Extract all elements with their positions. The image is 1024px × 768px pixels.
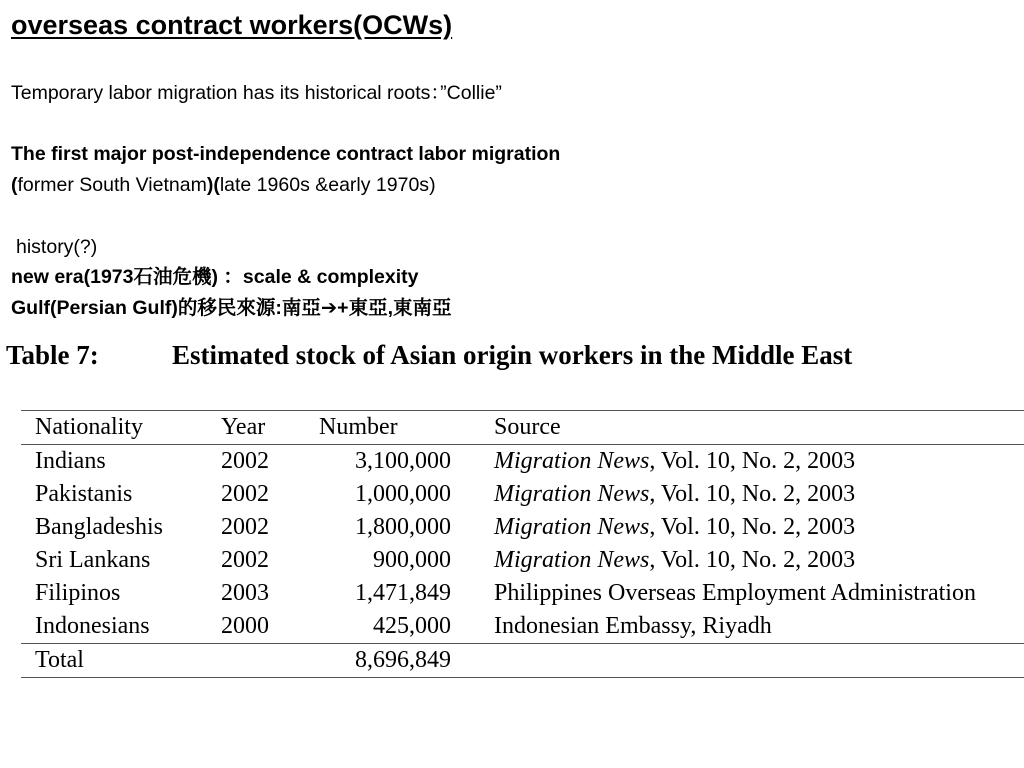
row-nationality: Filipinos (35, 580, 121, 606)
header-nationality: Nationality (35, 414, 143, 440)
row-nationality: Indonesians (35, 613, 150, 639)
row-nationality: Sri Lankans (35, 547, 151, 573)
slide-title: overseas contract workers(OCWs) (11, 10, 453, 40)
place-text: former South Vietnam (17, 174, 207, 196)
row-nationality: Bangladeshis (35, 514, 163, 540)
table-row (21, 511, 1024, 544)
row-year: 2002 (221, 448, 269, 474)
row-number: 1,800,000 (355, 514, 451, 540)
new-era-line: new era(1973石油危機) ：scale & complexity (11, 266, 419, 288)
source-journal: Migration News (494, 547, 650, 573)
source-journal: Migration News (494, 448, 650, 474)
vietnam-line (11, 173, 436, 197)
table-number: Table 7: (6, 340, 99, 370)
header-number: Number (319, 414, 398, 440)
row-source (451, 481, 855, 508)
historical-roots-line: Temporary labor migration has its historical roots：”Collie” (11, 82, 502, 104)
open-paren: ( (11, 174, 18, 196)
table-bottom-rule (21, 677, 1024, 678)
row-source (451, 547, 855, 574)
table-row (21, 478, 1024, 511)
table-row (21, 610, 1024, 643)
source-details: Philippines Overseas Employment Administration (494, 580, 976, 606)
header-source: Source (494, 414, 561, 440)
total-label: Total (35, 647, 84, 673)
source-details: , Vol. 10, No. 2, 2003 (649, 481, 856, 507)
table-total-row (21, 644, 1024, 677)
row-year: 2002 (221, 481, 269, 507)
table-title: Estimated stock of Asian origin workers in the Middle East (172, 340, 853, 370)
period-text: late 1960s &early 1970s (219, 174, 430, 196)
first-migration-heading: The first major post-independence contract labor migration (11, 143, 561, 165)
row-source (451, 580, 976, 607)
row-nationality: Pakistanis (35, 481, 133, 507)
table-caption (6, 340, 1016, 371)
row-number: 1,000,000 (355, 481, 451, 507)
source-details: Indonesian Embassy, Riyadh (494, 613, 772, 639)
history-line: history(?) (16, 236, 98, 258)
close-paren: ) (429, 174, 436, 196)
row-number: 900,000 (373, 547, 451, 573)
source-journal: Migration News (494, 481, 650, 507)
row-nationality: Indians (35, 448, 106, 474)
gulf-line: Gulf(Persian Gulf)的移民來源:南亞➔+東亞,東南亞 (11, 297, 452, 319)
row-number: 3,100,000 (355, 448, 451, 474)
row-number: 1,471,849 (355, 580, 451, 606)
row-year: 2003 (221, 580, 269, 606)
source-details: , Vol. 10, No. 2, 2003 (649, 448, 856, 474)
row-source (451, 613, 772, 640)
source-journal: Migration News (494, 514, 650, 540)
row-source (451, 448, 855, 475)
row-year: 2002 (221, 547, 269, 573)
table-body (21, 445, 1024, 643)
row-source (451, 514, 855, 541)
source-details: , Vol. 10, No. 2, 2003 (649, 547, 856, 573)
workers-table (21, 410, 1024, 678)
row-year: 2000 (221, 613, 269, 639)
total-number: 8,696,849 (355, 647, 451, 673)
header-year: Year (221, 414, 266, 440)
row-number: 425,000 (373, 613, 451, 639)
table-header-row (21, 411, 1024, 444)
source-details: , Vol. 10, No. 2, 2003 (649, 514, 856, 540)
row-year: 2002 (221, 514, 269, 540)
mid-parens: )( (206, 174, 220, 196)
table-row (21, 577, 1024, 610)
table-row (21, 544, 1024, 577)
table-row (21, 445, 1024, 478)
